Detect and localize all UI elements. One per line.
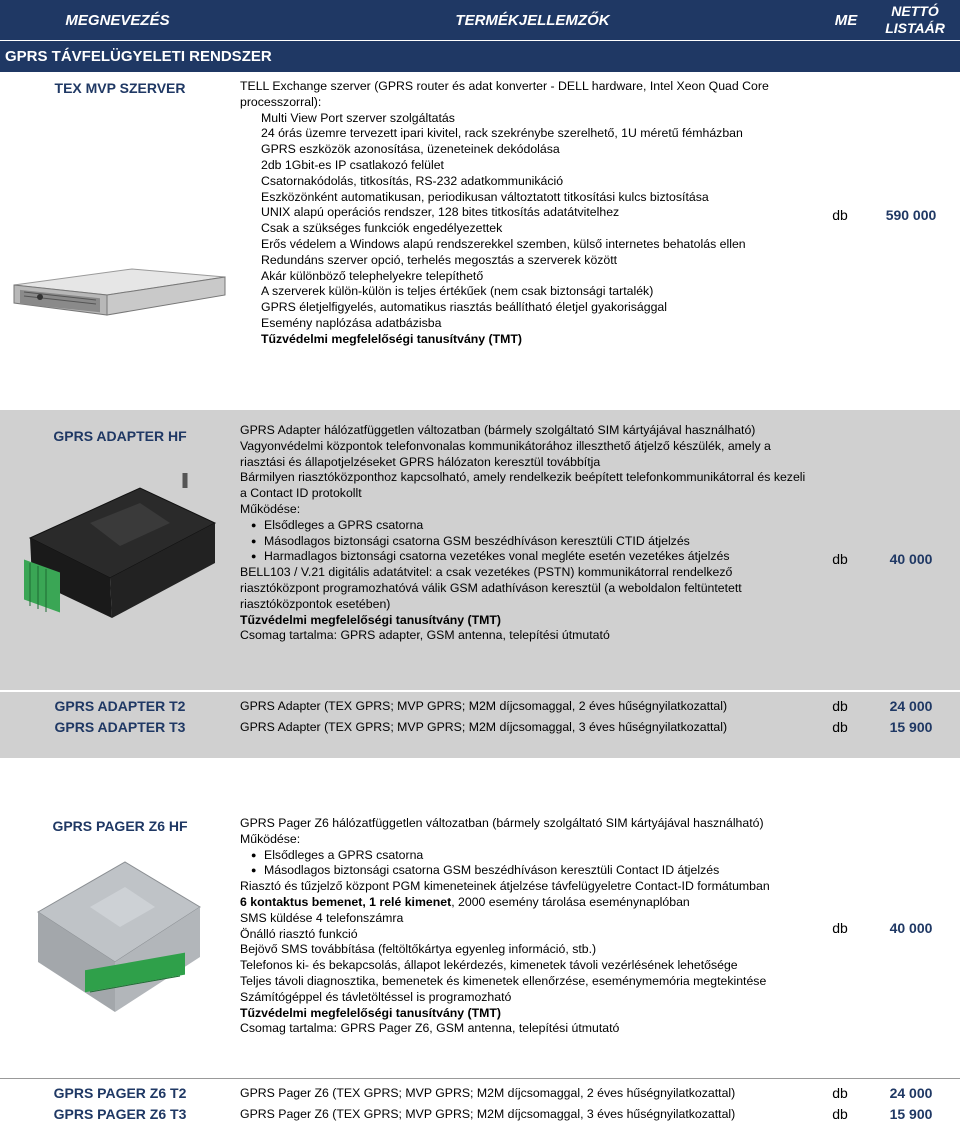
- feature-line: Esemény naplózása adatbázisba: [261, 315, 442, 330]
- bullet-item: ● Másodlagos biztonsági csatorna GSM beszédhíváson keresztüli Contact ID átjelzés: [240, 863, 810, 879]
- product-desc: GPRS Pager Z6 (TEX GPRS; MVP GPRS; M2M díjcsomaggal, 2 éves hűségnyilatkozattal): [240, 1086, 736, 1100]
- product-desc: GPRS Pager Z6 (TEX GPRS; MVP GPRS; M2M díjcsomaggal, 3 éves hűségnyilatkozattal): [240, 1107, 736, 1121]
- feature-line: GPRS Adapter hálózatfüggetlen változatban (bármely szolgáltató SIM kártyájával használható): [240, 423, 756, 437]
- product-price: 15 900: [889, 719, 933, 735]
- product-name: GPRS PAGER Z6 T3: [53, 1106, 187, 1122]
- feature-line: Telefonos ki- és bekapcsolás, állapot lekérdezés, kimenetek távoli vezérlésének lehetősége: [240, 958, 738, 973]
- feature-line: Redundáns szerver opció, terhelés megosztás a szerverek között: [261, 252, 618, 267]
- product-gprs-pager-z6-hf: [0, 800, 960, 1060]
- feature-line: Riasztó és tűzjelző központ PGM kimeneteinek átjelzése távfelügyeletre Contact-ID formátumban: [240, 879, 770, 894]
- product-gprs-adapter-hf: [0, 408, 960, 690]
- feature-line: Tűzvédelmi megfelelőségi tanusítvány (TMT): [240, 612, 502, 627]
- feature-line: Bármilyen riasztóközponthoz kapcsolható, amely rendelkezik beépített telefonkommunikátorral és kezeli a Contact ID protokollt: [240, 470, 806, 501]
- header-unit: ME: [834, 11, 858, 29]
- feature-line: Vagyonvédelmi központok telefonvonalas kommunikátorához illeszthető átjelző készülék, amely a riasztási és állapotjelzéseket GPRS hálózaton keresztül továbbítja: [240, 438, 771, 469]
- product-unit: db: [832, 207, 848, 223]
- product-unit: db: [832, 920, 848, 936]
- feature-line: 2db 1Gbit-es IP csatlakozó felület: [261, 157, 444, 172]
- product-unit: db: [832, 1085, 848, 1101]
- product-name: TEX MVP SZERVER: [54, 80, 186, 96]
- feature-line: SMS küldése 4 telefonszámra: [240, 910, 404, 925]
- product-price: 40 000: [889, 551, 933, 567]
- feature-line: Csatornakódolás, titkosítás, RS-232 adatkommunikáció: [261, 173, 564, 188]
- bullet-item: ● Harmadlagos biztonsági csatorna vezetékes vonal megléte esetén vezetékes átjelzés: [240, 549, 810, 565]
- feature-line: Akár különböző telephelyekre telepíthető: [261, 268, 484, 283]
- product-name: GPRS PAGER Z6 T2: [53, 1085, 187, 1101]
- feature-line: Erős védelem a Windows alapú rendszerekkel szemben, külső internetes behatolás ellen: [261, 236, 746, 251]
- product-name: GPRS ADAPTER T3: [54, 719, 186, 735]
- feature-line: Eszközönként automatikusan, periodikusan változtatott titkosítási kulcs biztosítása: [261, 189, 709, 204]
- feature-line: Tűzvédelmi megfelelőségi tanusítvány (TMT): [240, 1005, 502, 1020]
- product-unit: db: [832, 719, 848, 735]
- product-price: 40 000: [889, 920, 933, 936]
- product-price: 15 900: [889, 1106, 933, 1122]
- bullet-item: ● Elsődleges a GPRS csatorna: [240, 518, 810, 534]
- feature-line: BELL103 / V.21 digitális adatátvitel: a csak vezetékes (PSTN) kommunikátorral rendelkező riasztóközpont programozhatóvá válik GSM adathíváson keresztül (a weboldalon feltüntetett riasztóközpontok esetében): [240, 565, 742, 611]
- feature-line: Működése:: [240, 501, 301, 516]
- feature-line: Teljes távoli diagnosztika, bemenetek és kimenetek ellenőrzése, eseménymemória megtekintése: [240, 973, 767, 988]
- section-title: GPRS TÁVFELÜGYELETI RENDSZER: [0, 40, 960, 72]
- product-name: GPRS ADAPTER T2: [54, 698, 186, 714]
- feature-line: Csomag tartalma: GPRS Pager Z6, GSM antenna, telepítési útmutató: [240, 1021, 620, 1036]
- product-price: 24 000: [889, 1085, 933, 1101]
- product-tex-mvp-server: [0, 72, 960, 408]
- product-desc: GPRS Adapter (TEX GPRS; MVP GPRS; M2M díjcsomaggal, 2 éves hűségnyilatkozattal): [240, 699, 728, 713]
- feature-line: Önálló riasztó funkció: [240, 926, 358, 941]
- product-features: [240, 423, 810, 644]
- feature-line: GPRS életjelfigyelés, automatikus riasztás beállítható életjel gyakorisággal: [261, 300, 668, 315]
- bullet-item: ● Másodlagos biztonsági csatorna GSM beszédhíváson keresztüli CTID átjelzés: [240, 534, 810, 550]
- feature-line: Működése:: [240, 831, 301, 846]
- feature-line: Számítógéppel és távletöltéssel is programozható: [240, 989, 512, 1004]
- feature-line: GPRS Pager Z6 hálózatfüggetlen változatban (bármely szolgáltató SIM kártyájával használható): [240, 816, 764, 830]
- feature-bold-part: 6 kontaktus bemenet, 1 relé kimenet: [240, 894, 452, 909]
- product-features: [240, 79, 810, 348]
- product-price: 24 000: [889, 698, 933, 714]
- product-unit: db: [832, 698, 848, 714]
- product-unit: db: [832, 1106, 848, 1122]
- feature-line: A szerverek külön-külön is teljes értékűek (nem csak biztonsági tartalék): [261, 284, 654, 299]
- product-name: GPRS PAGER Z6 HF: [52, 818, 188, 834]
- table-header: [0, 0, 960, 40]
- feature-line: Tűzvédelmi megfelelőségi tanusítvány (TMT): [261, 331, 523, 346]
- feature-line: Multi View Port szerver szolgáltatás: [261, 110, 455, 125]
- product-desc: GPRS Adapter (TEX GPRS; MVP GPRS; M2M díjcsomaggal, 3 éves hűségnyilatkozattal): [240, 720, 728, 734]
- product-name: GPRS ADAPTER HF: [53, 428, 187, 444]
- product-unit: db: [832, 551, 848, 567]
- gprs-adapter-image: [20, 468, 220, 638]
- feature-line: Csak a szükséges funkciók engedélyezettek: [261, 221, 503, 236]
- feature-line: Csomag tartalma: GPRS adapter, GSM antenna, telepítési útmutató: [240, 628, 610, 643]
- feature-line: 24 órás üzemre tervezett ipari kivitel, rack szekrénybe szerelhető, 1U méretű fémházban: [261, 126, 743, 141]
- feature-line: Bejövő SMS továbbítása (feltöltőkártya egyenleg információ, stb.): [240, 942, 597, 957]
- gprs-pager-image: [30, 852, 205, 1042]
- bullet-item: ● Elsődleges a GPRS csatorna: [240, 848, 810, 864]
- header-features: TERMÉKJELLEMZŐK: [455, 11, 610, 29]
- server-rack-image: [12, 267, 227, 327]
- feature-line: GPRS eszközök azonosítása, üzeneteinek dekódolása: [261, 142, 560, 157]
- product-gprs-adapter-tariffs: [0, 690, 960, 758]
- feature-line: UNIX alapú operációs rendszer, 128 bites titkosítás adatátvitelhez: [261, 205, 620, 220]
- feature-line: [240, 895, 810, 911]
- header-name: MEGNEVEZÉS: [65, 11, 170, 29]
- header-price: NETTÓ LISTAÁR: [885, 3, 945, 36]
- product-gprs-pager-tariffs: [0, 1078, 960, 1125]
- product-price: 590 000: [885, 207, 937, 223]
- product-features: [240, 816, 810, 1037]
- feature-rest-part: , 2000 esemény tárolása eseménynaplóban: [451, 894, 690, 909]
- feature-line: TELL Exchange szerver (GPRS router és adat konverter - DELL hardware, Intel Xeon Quad Core processzorral):: [240, 79, 769, 109]
